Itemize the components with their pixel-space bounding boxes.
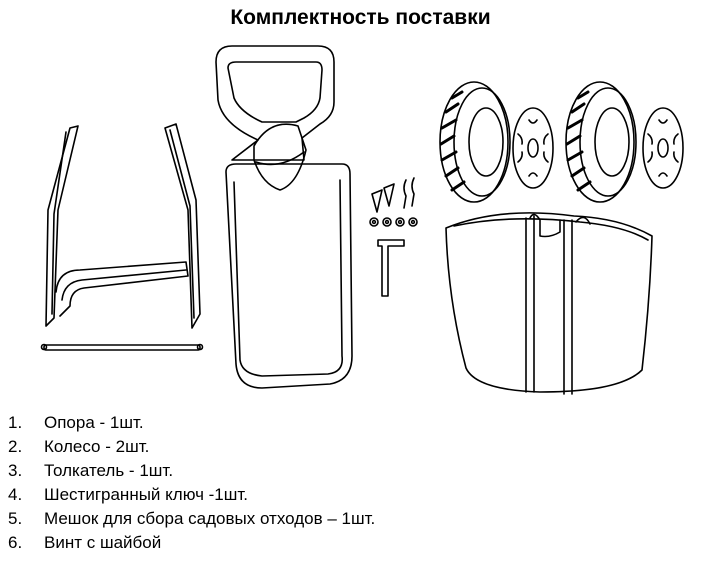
list-item-number: 6. <box>8 533 23 552</box>
list-item-text: Винт с шайбой <box>44 533 162 552</box>
list-item-text: Опора - 1шт. <box>44 413 144 432</box>
hubcap-right-drawing <box>643 108 683 188</box>
garden-bag-drawing <box>446 213 652 394</box>
list-item-number: 2. <box>8 437 23 456</box>
list-item-number: 3. <box>8 461 23 480</box>
pusher-drawing <box>216 46 352 388</box>
list-item-number: 5. <box>8 509 23 528</box>
list-item-text: Колесо - 2шт. <box>44 437 150 456</box>
screws-drawing <box>370 178 417 226</box>
list-item-text: Шестигранный ключ -1шт. <box>44 485 249 504</box>
wheel-right-drawing <box>566 82 636 202</box>
list-item <box>8 411 375 435</box>
list-item <box>8 531 375 555</box>
hubcap-left-drawing <box>513 108 553 188</box>
wheel-left-drawing <box>440 82 510 202</box>
hex-key-drawing <box>378 240 404 296</box>
list-item-number: 1. <box>8 413 23 432</box>
page-title: Комплектность поставки <box>230 6 491 29</box>
list-item-text: Толкатель - 1шт. <box>44 461 174 480</box>
list-item-text: Мешок для сбора садовых отходов – 1шт. <box>44 509 376 528</box>
list-item <box>8 483 375 507</box>
list-item <box>8 435 375 459</box>
parts-list <box>8 411 375 555</box>
list-item <box>8 459 375 483</box>
parts-illustration <box>0 36 721 396</box>
support-frame-drawing <box>42 124 203 350</box>
list-item <box>8 507 375 531</box>
list-item-number: 4. <box>8 485 23 504</box>
